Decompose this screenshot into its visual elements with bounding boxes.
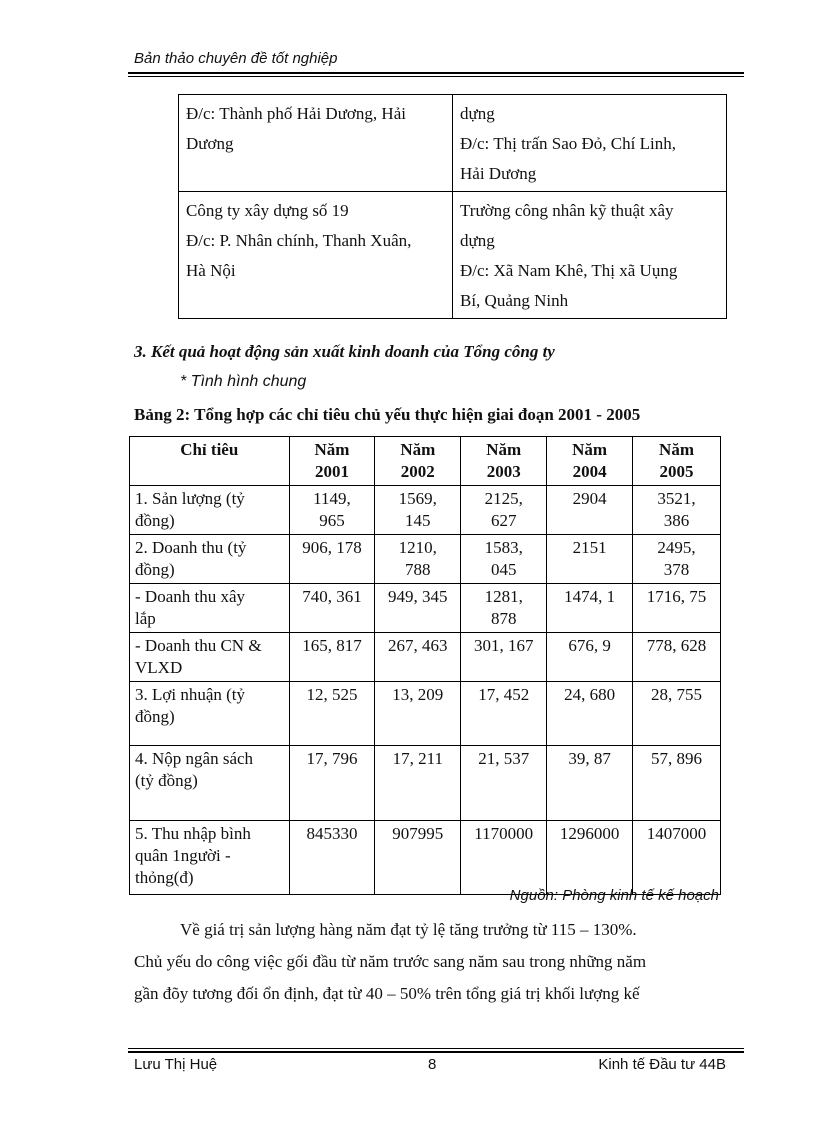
- row-label-line: 3. Lợi nhuận (tỷ: [135, 685, 246, 704]
- row-label-cell: [130, 535, 290, 584]
- source-note: Nguồn: Phòng kinh tế kế hoạch: [509, 887, 719, 904]
- value-cell: [289, 633, 375, 682]
- value-cell: [633, 584, 721, 633]
- value-cell: [289, 486, 375, 535]
- value-line: 28, 755: [651, 685, 703, 704]
- table-caption: Bảng 2: Tổng hợp các chỉ tiêu chủ yếu thực hiện giai đoạn 2001 - 2005: [134, 405, 641, 424]
- table-row: [130, 535, 721, 584]
- value-line: 267, 463: [388, 636, 448, 655]
- value-line: 2125,: [484, 489, 523, 508]
- value-line: 165, 817: [302, 636, 362, 655]
- value-cell: [547, 746, 633, 821]
- value-cell: [547, 633, 633, 682]
- value-line: 57, 896: [651, 749, 703, 768]
- value-line: 2151: [572, 538, 607, 557]
- value-line: 1210,: [398, 538, 437, 557]
- value-line: 378: [663, 560, 690, 579]
- value-cell: [461, 486, 547, 535]
- value-line: 778, 628: [646, 636, 707, 655]
- value-cell: [461, 821, 547, 895]
- value-line: 1583,: [484, 538, 523, 557]
- paragraph-line: gần đõy tương đối ổn định, đạt từ 40 – 50% trên tổng giá trị khối lượng kế: [134, 984, 640, 1003]
- page-header-title: Bản thảo chuyên đề tốt nghiệp: [134, 50, 338, 67]
- column-header-year: [461, 437, 547, 486]
- value-line: 627: [490, 511, 517, 530]
- value-line: 1569,: [398, 489, 437, 508]
- header-rule-thin: [128, 76, 744, 77]
- value-line: 3521,: [657, 489, 696, 508]
- value-cell: [461, 584, 547, 633]
- value-cell: [289, 584, 375, 633]
- value-line: 878: [490, 609, 517, 628]
- value-cell: [547, 682, 633, 746]
- value-line: 17, 796: [306, 749, 358, 768]
- column-header-year: [289, 437, 375, 486]
- value-line: 21, 537: [478, 749, 530, 768]
- column-header-year: [547, 437, 633, 486]
- column-header-year: [633, 437, 721, 486]
- value-cell: [461, 746, 547, 821]
- value-line: 13, 209: [392, 685, 444, 704]
- header-rule-thick: [128, 72, 744, 74]
- value-cell: [375, 682, 461, 746]
- value-line: 39, 87: [568, 749, 611, 768]
- value-cell: [633, 682, 721, 746]
- value-line: 24, 680: [564, 685, 616, 704]
- value-line: 1296000: [559, 824, 620, 843]
- row-label-line: 1. Sản lượng (tỷ: [135, 489, 245, 508]
- value-line: 1170000: [474, 824, 534, 843]
- value-line: 045: [490, 560, 517, 579]
- table-row: [130, 584, 721, 633]
- header-line: 2003: [486, 462, 521, 481]
- cell-line: Trường công nhân kỹ thuật xây: [460, 201, 674, 220]
- column-header-year: [375, 437, 461, 486]
- header-line: Năm: [314, 440, 350, 459]
- row-label-cell: [130, 584, 290, 633]
- table-row: [130, 682, 721, 746]
- value-line: 1407000: [646, 824, 707, 843]
- value-cell: [461, 535, 547, 584]
- footer-rule-thick: [128, 1051, 744, 1053]
- value-cell: [375, 821, 461, 895]
- value-cell: [633, 821, 721, 895]
- value-line: 17, 211: [392, 749, 443, 768]
- value-line: 1474, 1: [564, 587, 616, 606]
- cell-line: Đ/c: Thị trấn Sao Đỏ, Chí Linh,: [460, 134, 676, 153]
- stats-header-row: [130, 437, 721, 486]
- body-paragraph: [134, 914, 718, 1010]
- value-cell: [547, 821, 633, 895]
- value-cell: [375, 486, 461, 535]
- table-row: [130, 821, 721, 895]
- footer-rule-thin: [128, 1048, 744, 1049]
- header-line: 2001: [314, 462, 349, 481]
- cell-line: Đ/c: Thành phố Hải Dương, Hải: [186, 104, 406, 123]
- table-row: [130, 746, 721, 821]
- footer-page-number: 8: [428, 1056, 437, 1073]
- value-line: 906, 178: [302, 538, 362, 557]
- value-cell: [375, 746, 461, 821]
- header-line: Năm: [572, 440, 608, 459]
- value-cell: [289, 746, 375, 821]
- value-line: 907995: [392, 824, 444, 843]
- cell-line: Công ty xây dựng số 19: [186, 201, 349, 220]
- paragraph-line: Chủ yếu do công việc gối đầu từ năm trước sang năm sau trong những năm: [134, 952, 647, 971]
- value-cell: [289, 682, 375, 746]
- value-cell: [633, 633, 721, 682]
- value-line: 740, 361: [302, 587, 362, 606]
- value-cell: [289, 821, 375, 895]
- value-cell: [547, 584, 633, 633]
- value-line: 301, 167: [473, 636, 534, 655]
- value-line: 12, 525: [306, 685, 358, 704]
- footer-author: Lưu Thị Huệ: [134, 1056, 218, 1073]
- value-line: 145: [405, 511, 431, 530]
- value-cell: [547, 535, 633, 584]
- value-cell: [375, 584, 461, 633]
- partners-cell: [179, 95, 453, 192]
- header-line: Năm: [659, 440, 694, 459]
- row-label-line: 5. Thu nhập bình: [135, 824, 251, 843]
- value-line: 1716, 75: [646, 587, 707, 606]
- value-cell: [633, 535, 721, 584]
- value-line: 949, 345: [388, 587, 448, 606]
- value-line: 2904: [572, 489, 607, 508]
- row-label-line: lắp: [135, 609, 156, 628]
- value-cell: [375, 535, 461, 584]
- value-line: 965: [319, 511, 345, 530]
- partners-cell: [453, 95, 727, 192]
- value-cell: [289, 535, 375, 584]
- header-line: Năm: [400, 440, 436, 459]
- header-line: 2005: [659, 462, 694, 481]
- header-line: Năm: [486, 440, 522, 459]
- value-cell: [461, 682, 547, 746]
- cell-line: Hà Nội: [186, 261, 236, 280]
- row-label-line: - Doanh thu xây: [135, 587, 246, 606]
- paragraph-line: Về giá trị sản lượng hàng năm đạt tỷ lệ tăng trưởng từ 115 – 130%.: [180, 920, 637, 939]
- value-line: 386: [663, 511, 690, 530]
- row-label-cell: [130, 682, 290, 746]
- value-cell: [547, 486, 633, 535]
- row-label-cell: [130, 633, 290, 682]
- column-header-label: Chỉ tiêu: [130, 437, 290, 486]
- value-line: 1281,: [484, 587, 523, 606]
- header-line: 2002: [400, 462, 435, 481]
- row-label-line: VLXD: [135, 658, 183, 677]
- partners-row: [179, 95, 727, 192]
- value-line: 845330: [306, 824, 358, 843]
- row-label-line: đồng): [135, 707, 175, 726]
- cell-line: dựng: [460, 104, 495, 123]
- value-cell: [633, 746, 721, 821]
- value-line: 676, 9: [568, 636, 611, 655]
- cell-line: dựng: [460, 231, 495, 250]
- row-label-line: đồng): [135, 560, 175, 579]
- cell-line: Đ/c: P. Nhân chính, Thanh Xuân,: [186, 231, 412, 250]
- row-label-line: quân 1người -: [135, 846, 231, 865]
- row-label-line: 4. Nộp ngân sách: [135, 749, 254, 768]
- partners-cell: [453, 192, 727, 319]
- footer-class: Kinh tế Đầu tư 44B: [598, 1056, 726, 1073]
- value-line: 2495,: [657, 538, 696, 557]
- value-line: 788: [405, 560, 431, 579]
- subheading: * Tình hình chung: [180, 373, 307, 390]
- cell-line: Dương: [186, 134, 234, 153]
- row-label-line: - Doanh thu CN &: [135, 636, 262, 655]
- partners-cell: [179, 192, 453, 319]
- cell-line: Hải Dương: [460, 164, 537, 183]
- cell-line: Đ/c: Xã Nam Khê, Thị xã Uụng: [460, 261, 678, 280]
- row-label-cell: [130, 746, 290, 821]
- row-label-line: thỏng(đ): [135, 868, 194, 887]
- partners-row: [179, 192, 727, 319]
- stats-table: [129, 436, 721, 895]
- value-cell: [461, 633, 547, 682]
- row-label-cell: [130, 821, 290, 895]
- table-row: [130, 633, 721, 682]
- value-cell: [633, 486, 721, 535]
- partners-table: [178, 94, 727, 319]
- value-cell: [375, 633, 461, 682]
- row-label-line: (tỷ đồng): [135, 771, 198, 790]
- table-row: [130, 486, 721, 535]
- value-line: 1149,: [313, 489, 351, 508]
- row-label-cell: [130, 486, 290, 535]
- cell-line: Bí, Quảng Ninh: [460, 291, 569, 310]
- row-label-line: 2. Doanh thu (tỷ: [135, 538, 247, 557]
- value-line: 17, 452: [478, 685, 530, 704]
- section-heading: 3. Kết quả hoạt động sản xuất kinh doanh của Tổng công ty: [134, 342, 555, 361]
- row-label-line: đồng): [135, 511, 175, 530]
- header-line: 2004: [572, 462, 607, 481]
